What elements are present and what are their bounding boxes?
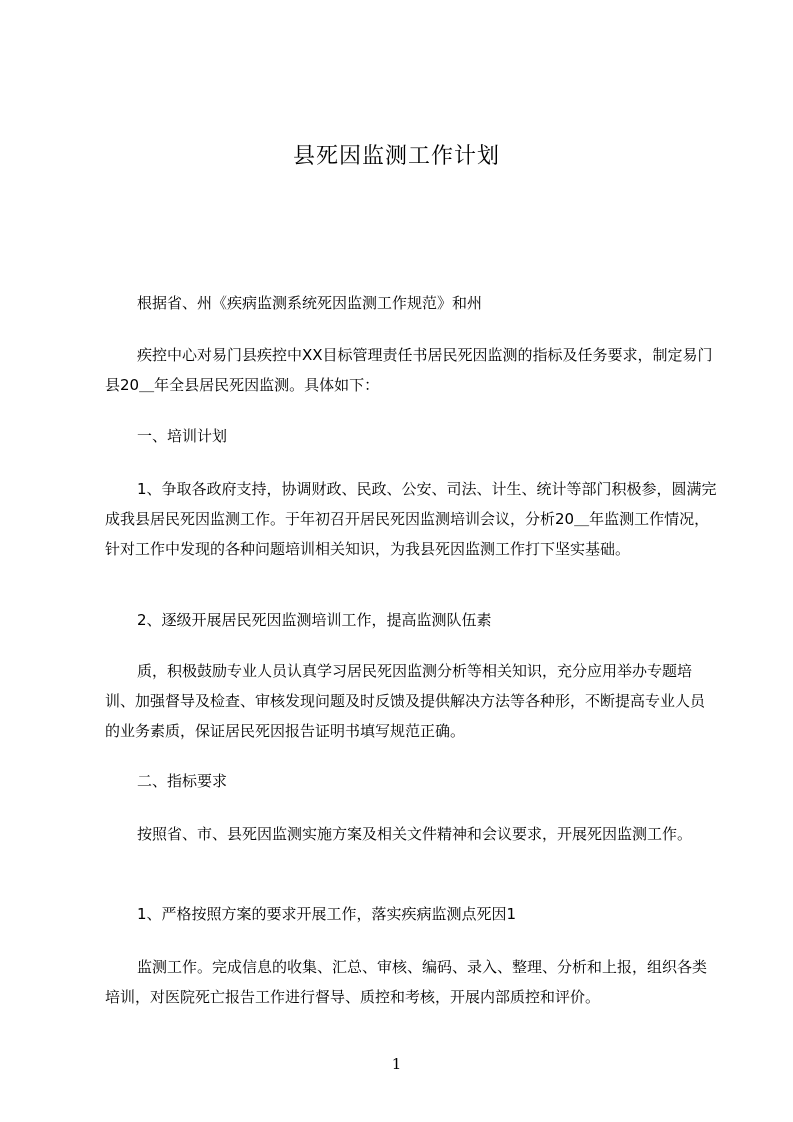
paragraph-training-item-2: 2、逐级开展居民死因监测培训工作，提高监测队伍素 xyxy=(137,611,492,629)
heading-training-plan: 一、培训计划 xyxy=(137,427,228,445)
paragraph-intro: 根据省、州《疾病监测系统死因监测工作规范》和州 xyxy=(137,294,483,312)
document-title: 县死因监测工作计划 xyxy=(292,144,500,169)
paragraph-indicator-item-1: 1、严格按照方案的要求开展工作，落实疾病监测点死因1 xyxy=(137,905,517,923)
paragraph-training-quality: 质，积极鼓励专业人员认真学习居民死因监测分析等相关知识，充分应用举办专题培训、加强督导及检查、审核发现问题及时反馈及提供解决方法等各种形，不断提高专业人员的业务素质，保证居民死因报告证明书填写规范正确。 xyxy=(105,662,706,740)
paragraph-monitoring-work: 监测工作。完成信息的收集、汇总、审核、编码、录入、整理、分析和上报，组织各类培训，对医院死亡报告工作进行督导、质控和考核，开展内部质控和评价。 xyxy=(105,958,708,1006)
paragraph-indicator-intro: 按照省、市、县死因监测实施方案及相关文件精神和会议要求，开展死因监测工作。 xyxy=(137,825,693,843)
paragraph-training-item-1: 1、争取各政府支持，协调财政、民政、公安、司法、计生、统计等部门积极参，圆满完成我县居民死因监测工作。于年初召开居民死因监测培训会议，分析20＿年监测工作情况，针对工作中发现的各种问题培训相关知识，为我县死因监测工作打下坚实基础。 xyxy=(105,480,717,558)
page-number: 1 xyxy=(391,1055,402,1073)
heading-indicator-requirements: 二、指标要求 xyxy=(137,772,228,790)
paragraph-cdc-requirements: 疾控中心对易门县疾控中XX目标管理责任书居民死因监测的指标及任务要求，制定易门县20＿年全县居民死因监测。具体如下： xyxy=(105,346,713,394)
